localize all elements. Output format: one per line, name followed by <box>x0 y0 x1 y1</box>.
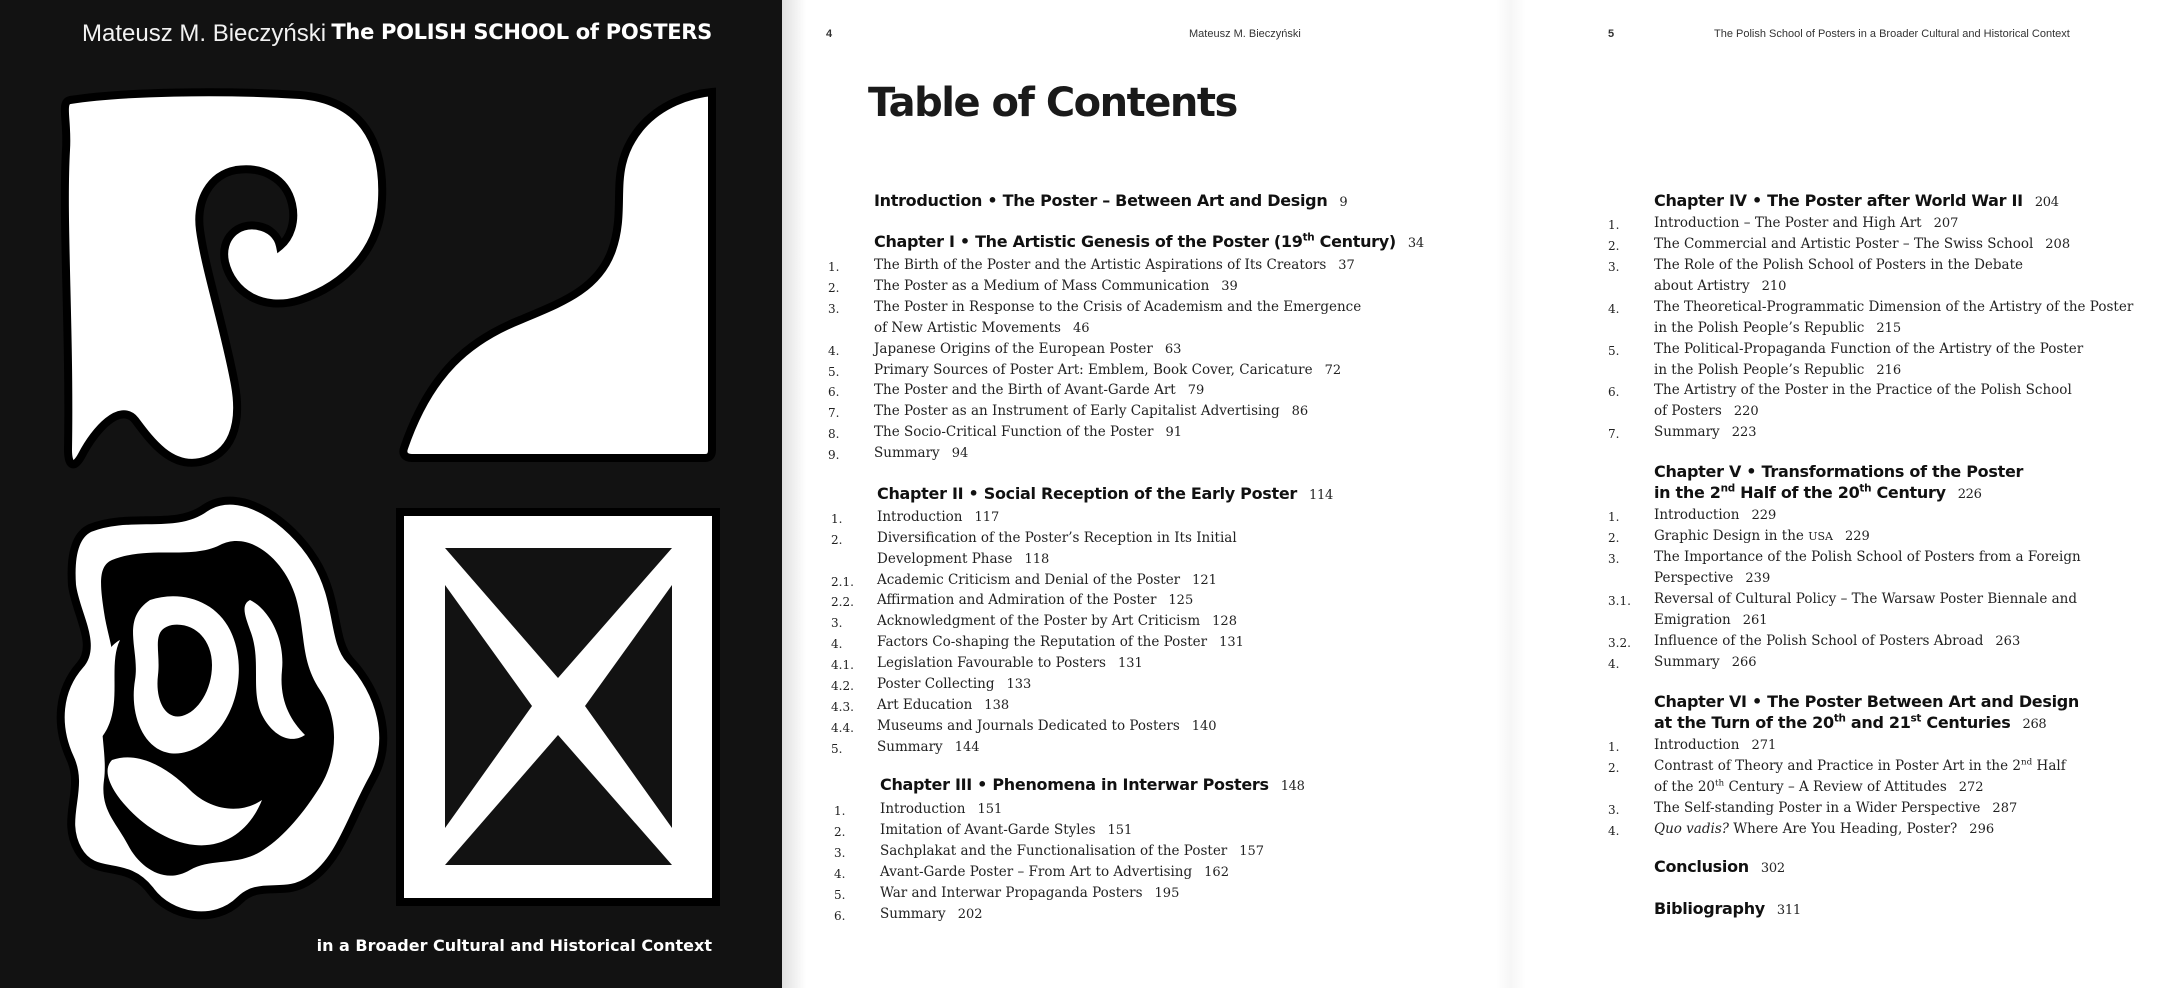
item-number: 4. <box>834 867 846 881</box>
toc-item[interactable]: Summary 266 <box>1654 654 1757 670</box>
item-number: 1. <box>831 512 843 526</box>
item-number: 6. <box>1608 385 1620 399</box>
toc-item[interactable]: Primary Sources of Poster Art: Emblem, Book Cover, Caricature 72 <box>874 362 1342 378</box>
chapter-title: Introduction • The Poster – Between Art and Design <box>874 191 1328 210</box>
toc-item[interactable]: The Poster and the Birth of Avant-Garde Art 79 <box>874 382 1205 398</box>
toc-item[interactable]: Imitation of Avant-Garde Styles 151 <box>880 822 1133 838</box>
toc-item[interactable]: Quo vadis? Where Are You Heading, Poster? 296 <box>1654 821 1995 837</box>
toc-chapter-4[interactable] <box>1654 191 2059 210</box>
toc-item-continuation[interactable]: about Artistry 210 <box>1654 278 1787 294</box>
item-number: 4. <box>1608 302 1620 316</box>
item-number: 4.3. <box>831 700 854 714</box>
toc-item[interactable]: The Political-Propaganda Function of the Artistry of the Poster <box>1654 341 2084 357</box>
toc-item[interactable]: The Artistry of the Poster in the Practice of the Polish School <box>1654 382 2072 398</box>
toc-item[interactable]: Introduction 229 <box>1654 507 1777 523</box>
toc-item-continuation[interactable]: of the 20th Century – A Review of Attitudes 272 <box>1654 778 1984 795</box>
book-cover <box>0 0 782 988</box>
toc-item[interactable]: Diversification of the Poster’s Reception in Its Initial <box>877 530 1237 546</box>
toc-item[interactable]: The Socio-Critical Function of the Poster 91 <box>874 424 1182 440</box>
toc-item[interactable]: Acknowledgment of the Poster by Art Criticism 128 <box>877 613 1237 629</box>
toc-item[interactable]: The Role of the Polish School of Posters in the Debate <box>1654 257 2023 273</box>
item-number: 1. <box>828 260 840 274</box>
chapter-page: 114 <box>1309 488 1333 503</box>
toc-item[interactable]: War and Interwar Propaganda Posters 195 <box>880 885 1180 901</box>
toc-item[interactable]: Avant-Garde Poster – From Art to Advertising 162 <box>880 864 1229 880</box>
toc-item[interactable]: Summary 202 <box>880 906 983 922</box>
toc-item-continuation[interactable]: in the Polish People’s Republic 216 <box>1654 362 1902 378</box>
toc-item[interactable]: The Birth of the Poster and the Artistic Aspirations of Its Creators 37 <box>874 257 1355 273</box>
item-number: 4.2. <box>831 679 854 693</box>
toc-item[interactable]: Influence of the Polish School of Posters Abroad 263 <box>1654 633 2021 649</box>
chapter-page: 302 <box>1760 861 1785 876</box>
toc-item[interactable]: Introduction 117 <box>877 509 1000 525</box>
toc-item[interactable]: Contrast of Theory and Practice in Poster Art in the 2nd Half <box>1654 757 2066 774</box>
toc-item[interactable]: The Poster in Response to the Crisis of Academism and the Emergence <box>874 299 1362 315</box>
cover-author: Mateusz M. Bieczyński <box>82 20 327 47</box>
toc-item-continuation[interactable]: in the Polish People’s Republic 215 <box>1654 320 1902 336</box>
letter-p-shape <box>65 92 382 464</box>
item-number: 7. <box>1608 427 1620 441</box>
item-number: 2. <box>1608 531 1620 545</box>
toc-item[interactable]: The Commercial and Artistic Poster – The Swiss School 208 <box>1654 236 2071 252</box>
item-number: 3. <box>834 846 846 860</box>
item-number: 1. <box>1608 218 1620 232</box>
toc-item[interactable]: Summary 144 <box>877 739 980 755</box>
toc-item[interactable]: Factors Co-shaping the Reputation of the Poster 131 <box>877 634 1244 650</box>
item-number: 2. <box>834 825 846 839</box>
toc-chapter-1[interactable] <box>874 232 1424 251</box>
item-number: 2. <box>1608 239 1620 253</box>
toc-item[interactable]: Legislation Favourable to Posters 131 <box>877 655 1143 671</box>
item-number: 6. <box>828 385 840 399</box>
toc-item[interactable]: Museums and Journals Dedicated to Posters 140 <box>877 718 1217 734</box>
item-number: 4.1. <box>831 658 854 672</box>
cover-title: The POLISH SCHOOL of POSTERS <box>331 20 712 44</box>
toc-item[interactable]: The Importance of the Polish School of Posters from a Foreign <box>1654 549 2081 565</box>
chapter-title-line2: at the Turn of the 20th and 21st Centuries 268 <box>1654 712 2047 732</box>
toc-intro[interactable] <box>874 191 1347 210</box>
item-number: 3. <box>1608 260 1620 274</box>
chapter-page: 9 <box>1339 195 1348 210</box>
toc-item[interactable]: Academic Criticism and Denial of the Poster 121 <box>877 572 1217 588</box>
item-number: 9. <box>828 448 840 462</box>
toc-item[interactable]: Introduction 271 <box>1654 737 1777 753</box>
item-number: 4. <box>1608 657 1620 671</box>
toc-item-continuation[interactable]: of New Artistic Movements 46 <box>874 320 1090 336</box>
item-number: 4. <box>831 637 843 651</box>
chapter-page: 148 <box>1280 779 1305 794</box>
item-number: 3. <box>1608 552 1620 566</box>
item-number: 4.4. <box>831 721 854 735</box>
chapter-page: 34 <box>1407 236 1424 251</box>
toc-item-continuation[interactable]: Emigration 261 <box>1654 612 1768 628</box>
item-number: 3. <box>828 302 840 316</box>
item-number: 5. <box>834 888 846 902</box>
toc-item[interactable]: The Poster as an Instrument of Early Capitalist Advertising 86 <box>874 403 1309 419</box>
item-number: 3. <box>1608 803 1620 817</box>
page-fold <box>1496 0 1526 988</box>
item-number: 2. <box>828 281 840 295</box>
chapter-title: Chapter III • Phenomena in Interwar Posters <box>880 775 1269 794</box>
toc-item[interactable]: Affirmation and Admiration of the Poster 125 <box>877 592 1194 608</box>
toc-item[interactable]: Poster Collecting 133 <box>877 676 1032 692</box>
item-number: 2.2. <box>831 595 854 609</box>
cover-artwork <box>0 0 782 988</box>
toc-item-continuation[interactable]: Development Phase 118 <box>877 551 1050 567</box>
letter-x-box <box>400 512 716 902</box>
chapter-title: Chapter VI • The Poster Between Art and Design <box>1654 692 2080 711</box>
left-running-head: Mateusz M. Bieczyński <box>1189 28 1301 40</box>
letter-s-shape <box>403 92 712 458</box>
right-page-number: 5 <box>1608 28 1615 40</box>
toc-item[interactable]: Art Education 138 <box>877 697 1010 713</box>
item-number: 2. <box>831 533 843 547</box>
chapter-title: Chapter II • Social Reception of the Early Poster <box>877 484 1298 503</box>
toc-item[interactable]: Japanese Origins of the European Poster 63 <box>874 341 1182 357</box>
item-number: 2. <box>1608 761 1620 775</box>
chapter-page: 268 <box>2022 717 2047 732</box>
chapter-title: Bibliography <box>1654 899 1765 918</box>
toc-item[interactable]: Graphic Design in the USA 229 <box>1654 528 1870 544</box>
toc-conclusion[interactable] <box>1654 857 1785 876</box>
page-title: Table of Contents <box>868 80 1237 126</box>
item-number: 3. <box>831 616 843 630</box>
toc-chapter-5[interactable] <box>1654 462 2023 502</box>
item-number: 1. <box>1608 740 1620 754</box>
toc-item[interactable]: The Poster as a Medium of Mass Communication 39 <box>874 278 1238 294</box>
right-running-head: The Polish School of Posters in a Broader Cultural and Historical Context <box>1714 28 2070 40</box>
chapter-title: Chapter V • Transformations of the Poster <box>1654 462 2024 481</box>
item-number: 5. <box>828 365 840 379</box>
item-number: 4. <box>1608 824 1620 838</box>
toc-item[interactable]: Reversal of Cultural Policy – The Warsaw Poster Biennale and <box>1654 591 2078 607</box>
item-number: 1. <box>834 804 846 818</box>
chapter-page: 204 <box>2034 195 2059 210</box>
chapter-title-line2: in the 2nd Half of the 20th Century 226 <box>1654 482 1982 502</box>
item-number: 1. <box>1608 510 1620 524</box>
toc-item-continuation[interactable]: of Posters 220 <box>1654 403 1759 419</box>
toc-item[interactable]: Introduction – The Poster and High Art 207 <box>1654 215 1959 231</box>
item-number: 6. <box>834 909 846 923</box>
gutter-shadow <box>782 0 806 988</box>
toc-item-continuation[interactable]: Perspective 239 <box>1654 570 1771 586</box>
item-number: 2.1. <box>831 575 854 589</box>
toc-item[interactable]: Summary 223 <box>1654 424 1757 440</box>
toc-item[interactable]: The Self-standing Poster in a Wider Perspective 287 <box>1654 800 2018 816</box>
cover-subtitle: in a Broader Cultural and Historical Context <box>316 936 712 955</box>
item-number: 8. <box>828 427 840 441</box>
toc-item[interactable]: Sachplakat and the Functionalisation of the Poster 157 <box>880 843 1265 859</box>
chapter-title: Conclusion <box>1654 857 1749 876</box>
toc-item[interactable]: Summary 94 <box>874 445 969 461</box>
toc-bibliography[interactable] <box>1654 899 1801 918</box>
left-page-number: 4 <box>826 28 833 40</box>
chapter-page: 226 <box>1957 487 1982 502</box>
item-number: 5. <box>1608 344 1620 358</box>
chapter-page: 311 <box>1776 903 1801 918</box>
toc-chapter-3[interactable] <box>880 775 1305 794</box>
toc-chapter-6[interactable] <box>1654 692 2079 732</box>
item-number: 3.2. <box>1608 636 1631 650</box>
toc-chapter-2[interactable] <box>877 484 1333 503</box>
letter-ornament-shape <box>61 501 383 916</box>
chapter-title: Chapter IV • The Poster after World War II <box>1654 191 2023 210</box>
item-number: 4. <box>828 344 840 358</box>
chapter-title: Chapter I • The Artistic Genesis of the Poster (19th Century) <box>874 231 1396 251</box>
item-number: 5. <box>831 742 843 756</box>
toc-item[interactable]: The Theoretical-Programmatic Dimension of the Artistry of the Poster <box>1654 299 2134 315</box>
item-number: 7. <box>828 406 840 420</box>
item-number: 3.1. <box>1608 594 1631 608</box>
toc-item[interactable]: Introduction 151 <box>880 801 1003 817</box>
